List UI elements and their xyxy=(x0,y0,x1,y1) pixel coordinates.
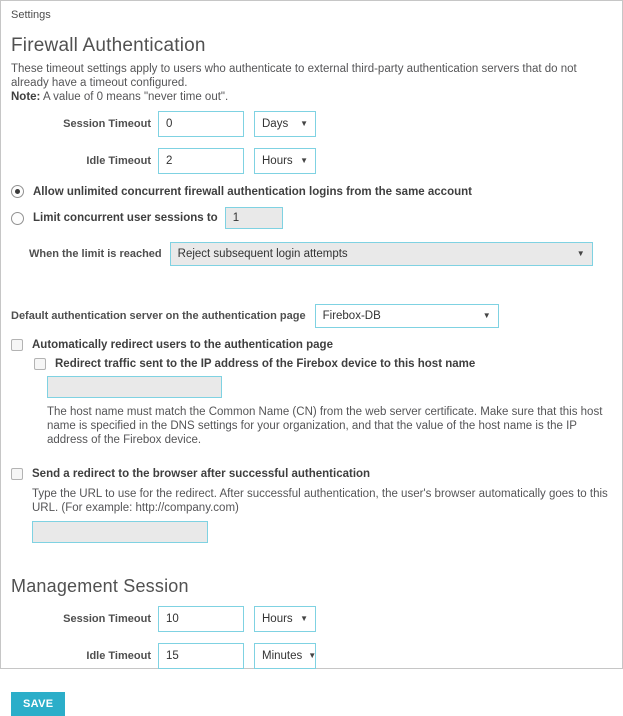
send-redirect-option[interactable] xyxy=(11,468,612,480)
idle-timeout-input[interactable] xyxy=(158,148,244,174)
mgmt-idle-timeout-unit-value: Minutes xyxy=(262,650,303,662)
send-redirect-checkbox[interactable] xyxy=(11,468,23,480)
mgmt-session-timeout-unit-select[interactable] xyxy=(254,606,316,632)
auto-redirect-checkbox[interactable] xyxy=(11,339,23,351)
limit-sessions-label: Limit concurrent user sessions to xyxy=(33,212,218,224)
session-timeout-row xyxy=(11,111,612,137)
dropdown-caret-icon: ▼ xyxy=(308,651,317,660)
dropdown-caret-icon: ▼ xyxy=(300,614,308,623)
limit-sessions-radio[interactable] xyxy=(11,212,24,225)
dropdown-caret-icon: ▼ xyxy=(482,311,491,320)
management-session-title: Management Session xyxy=(11,576,189,596)
mgmt-session-timeout-input[interactable] xyxy=(158,606,244,632)
redirect-hostname-option[interactable] xyxy=(34,358,612,370)
idle-timeout-unit-select[interactable] xyxy=(254,148,316,174)
default-server-label: Default authentication server on the authentication page xyxy=(11,310,306,322)
idle-timeout-label: Idle Timeout xyxy=(86,155,151,167)
limit-sessions-input[interactable] xyxy=(225,207,283,229)
mgmt-idle-timeout-unit-select[interactable] xyxy=(254,643,316,669)
session-timeout-unit-value: Days xyxy=(262,118,289,130)
limit-reached-row xyxy=(29,242,612,266)
limit-sessions-option[interactable] xyxy=(11,207,612,229)
note-label: Note: xyxy=(11,91,41,103)
redirect-hostname-help: The host name must match the Common Name (CN) from the web server certificate. Make sure that this host name is specified in the DNS settings for your organization, and that the value of the host name is the IP address of the Firebox device. xyxy=(47,406,603,446)
idle-timeout-unit-value: Hours xyxy=(262,155,293,167)
send-redirect-label: Send a redirect to the browser after successful authentication xyxy=(32,468,371,480)
mgmt-session-timeout-row xyxy=(11,606,612,632)
dropdown-caret-icon: ▼ xyxy=(576,249,585,258)
limit-reached-select[interactable] xyxy=(170,242,593,266)
mgmt-idle-timeout-row xyxy=(11,643,612,669)
settings-page xyxy=(1,1,622,716)
redirect-hostname-checkbox[interactable] xyxy=(34,358,46,370)
send-redirect-help: Type the URL to use for the redirect. After successful authentication, the user's browser automatically goes to this URL. (For example: http://company.com) xyxy=(32,488,608,514)
mgmt-idle-timeout-label: Idle Timeout xyxy=(86,650,151,662)
firewall-auth-description: These timeout settings apply to users who authenticate to external third-party authentication servers that do not already have a timeout configured. xyxy=(11,63,577,89)
session-timeout-label: Session Timeout xyxy=(63,118,151,130)
limit-reached-value: Reject subsequent login attempts xyxy=(177,248,348,260)
redirect-hostname-label: Redirect traffic sent to the IP address of the Firebox device to this host name xyxy=(55,358,476,370)
unlimited-logins-option[interactable] xyxy=(11,185,612,198)
dropdown-caret-icon: ▼ xyxy=(300,156,308,165)
save-button[interactable]: SAVE xyxy=(11,692,65,716)
default-server-value: Firebox-DB xyxy=(322,310,381,322)
default-server-row xyxy=(11,304,612,328)
session-timeout-input[interactable] xyxy=(158,111,244,137)
note-text: A value of 0 means "never time out". xyxy=(40,91,229,103)
mgmt-session-timeout-unit-value: Hours xyxy=(262,613,293,625)
breadcrumb: Settings xyxy=(11,9,51,21)
unlimited-logins-label: Allow unlimited concurrent firewall authentication logins from the same account xyxy=(33,185,472,198)
unlimited-logins-radio[interactable] xyxy=(11,185,24,198)
firewall-auth-title: Firewall Authentication xyxy=(11,35,206,56)
mgmt-session-timeout-label: Session Timeout xyxy=(63,613,151,625)
auto-redirect-option[interactable] xyxy=(11,339,612,351)
redirect-url-input[interactable] xyxy=(32,521,208,543)
firewall-auth-note xyxy=(11,90,612,104)
redirect-hostname-input[interactable] xyxy=(47,376,222,398)
session-timeout-unit-select[interactable] xyxy=(254,111,316,137)
dropdown-caret-icon: ▼ xyxy=(300,119,308,128)
idle-timeout-row xyxy=(11,148,612,174)
mgmt-idle-timeout-input[interactable] xyxy=(158,643,244,669)
default-server-select[interactable] xyxy=(315,304,499,328)
limit-reached-label: When the limit is reached xyxy=(29,248,162,260)
auto-redirect-label: Automatically redirect users to the authentication page xyxy=(32,339,333,351)
